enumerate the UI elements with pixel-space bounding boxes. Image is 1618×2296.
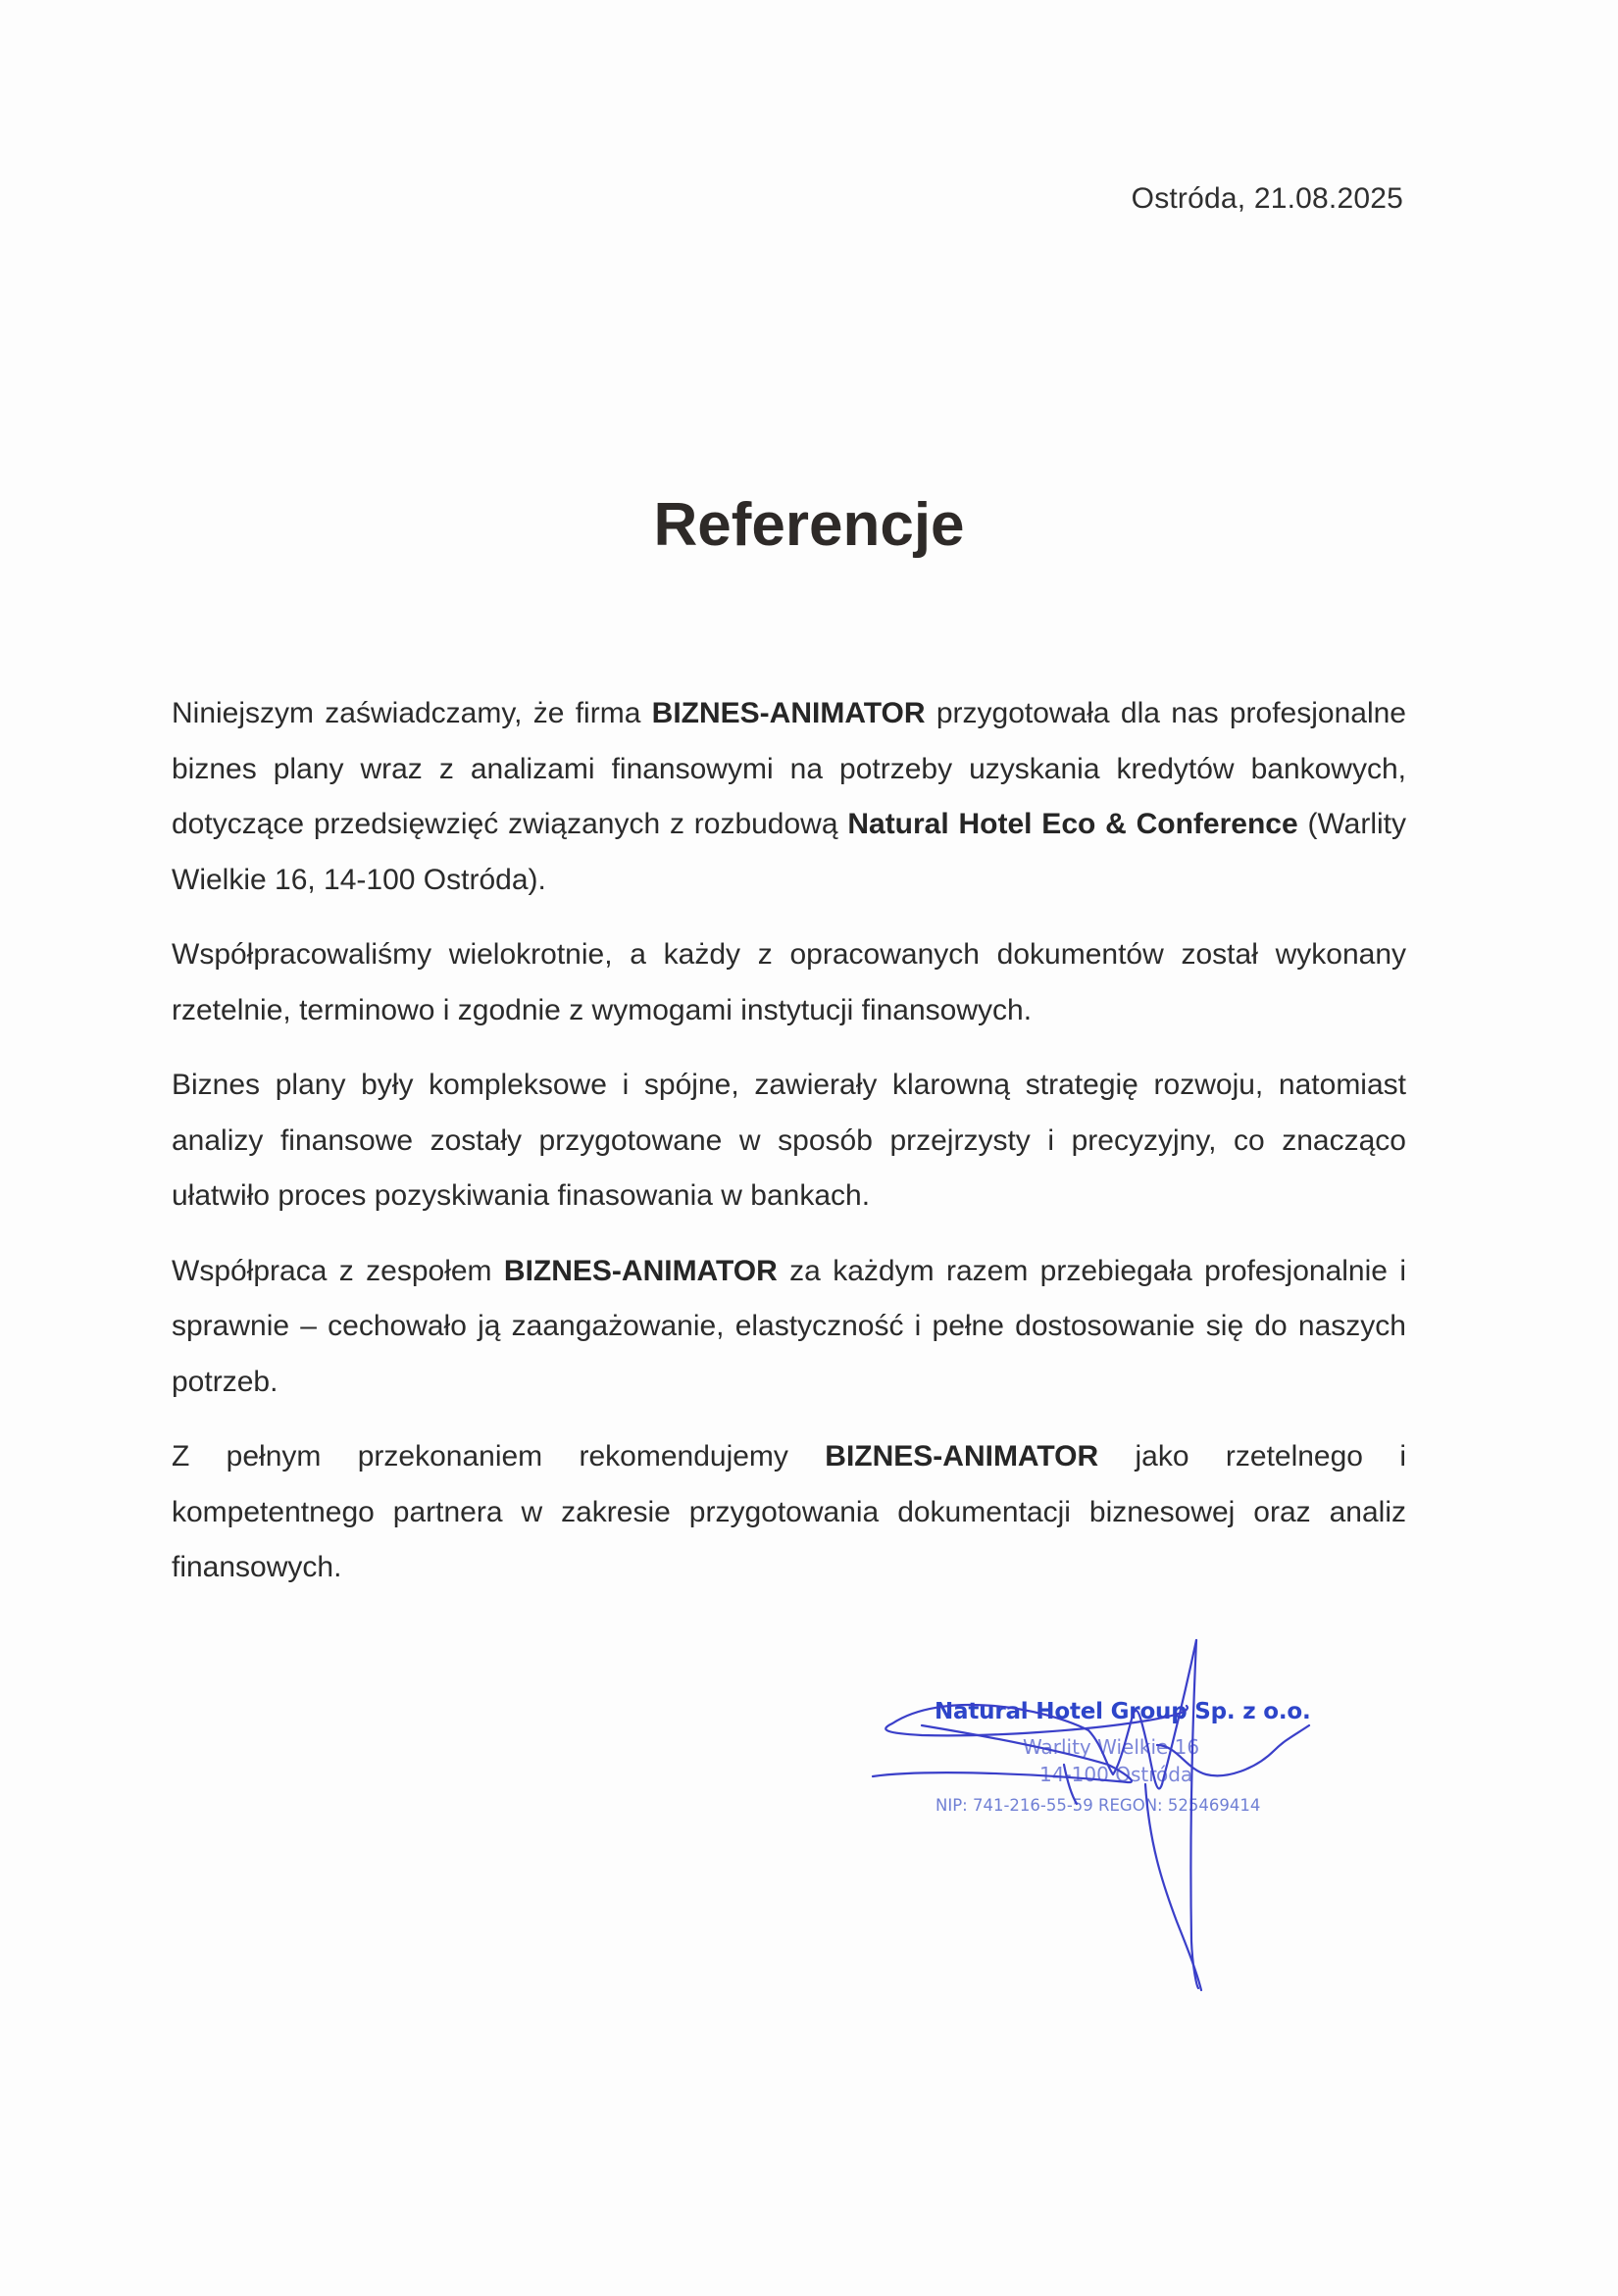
stamp-city: 14-100 Ostróda [1039, 1763, 1193, 1786]
text-run: Biznes plany były kompleksowe i spójne, zawierały klarowną strategię rozwoju, natomiast analizy finansowe zostały przygotowane w sposób przejrzysty i precyzyjny, co znacząco ułatwiło proces pozyskiwania finasowania w bankach. [172, 1069, 1406, 1212]
stamp-ids: NIP: 741-216-55-59 REGON: 525469414 [935, 1796, 1261, 1815]
letter-body [172, 686, 1406, 1616]
stamp-company-name: Natural Hotel Group Sp. z o.o. [935, 1699, 1311, 1724]
place-date: Ostróda, 21.08.2025 [1131, 182, 1403, 215]
paragraph [172, 1058, 1406, 1224]
text-run: jako rzetelnego i kompetentnego partnera w zakresie przygotowania dokumentacji biznesowej oraz analiz finansowych. [172, 1440, 1406, 1583]
paragraph [172, 1429, 1406, 1596]
text-run: Niniejszym zaświadczamy, że firma [172, 697, 652, 729]
paragraph [172, 686, 1406, 908]
company-stamp [863, 1627, 1314, 2020]
bold-text-run: BIZNES-ANIMATOR [651, 697, 926, 729]
bold-text-run: BIZNES-ANIMATOR [825, 1440, 1099, 1472]
bold-text-run: Natural Hotel Eco & Conference [847, 808, 1298, 840]
bold-text-run: BIZNES-ANIMATOR [503, 1254, 778, 1287]
text-run: Współpraca z zespołem [172, 1254, 504, 1287]
text-run: Współpracowaliśmy wielokrotnie, a każdy z opracowanych dokumentów został wykonany rzetelnie, terminowo i zgodnie z wymogami instytucji finansowych. [172, 938, 1406, 1026]
stamp-street: Warlity Wielkie 16 [1023, 1735, 1200, 1759]
text-run: za każdym razem przebiegała profesjonalnie i sprawnie – cechowało ją zaangażowanie, elastyczność i pełne dostosowanie się do naszych potrzeb. [172, 1254, 1406, 1398]
handwritten-signature [863, 1627, 1314, 2020]
text-run: przygotowała dla nas profesjonalne biznes plany wraz z analizami finansowymi na potrzeby uzyskania kredytów bankowych, dotyczące przedsięwzięć związanych z rozbudową [172, 697, 1406, 840]
paragraph [172, 927, 1406, 1038]
paragraph [172, 1244, 1406, 1411]
document-title: Referencje [653, 491, 965, 559]
text-run: Z pełnym przekonaniem rekomendujemy [172, 1440, 826, 1472]
text-run: (Warlity Wielkie 16, 14-100 Ostróda). [172, 808, 1406, 896]
